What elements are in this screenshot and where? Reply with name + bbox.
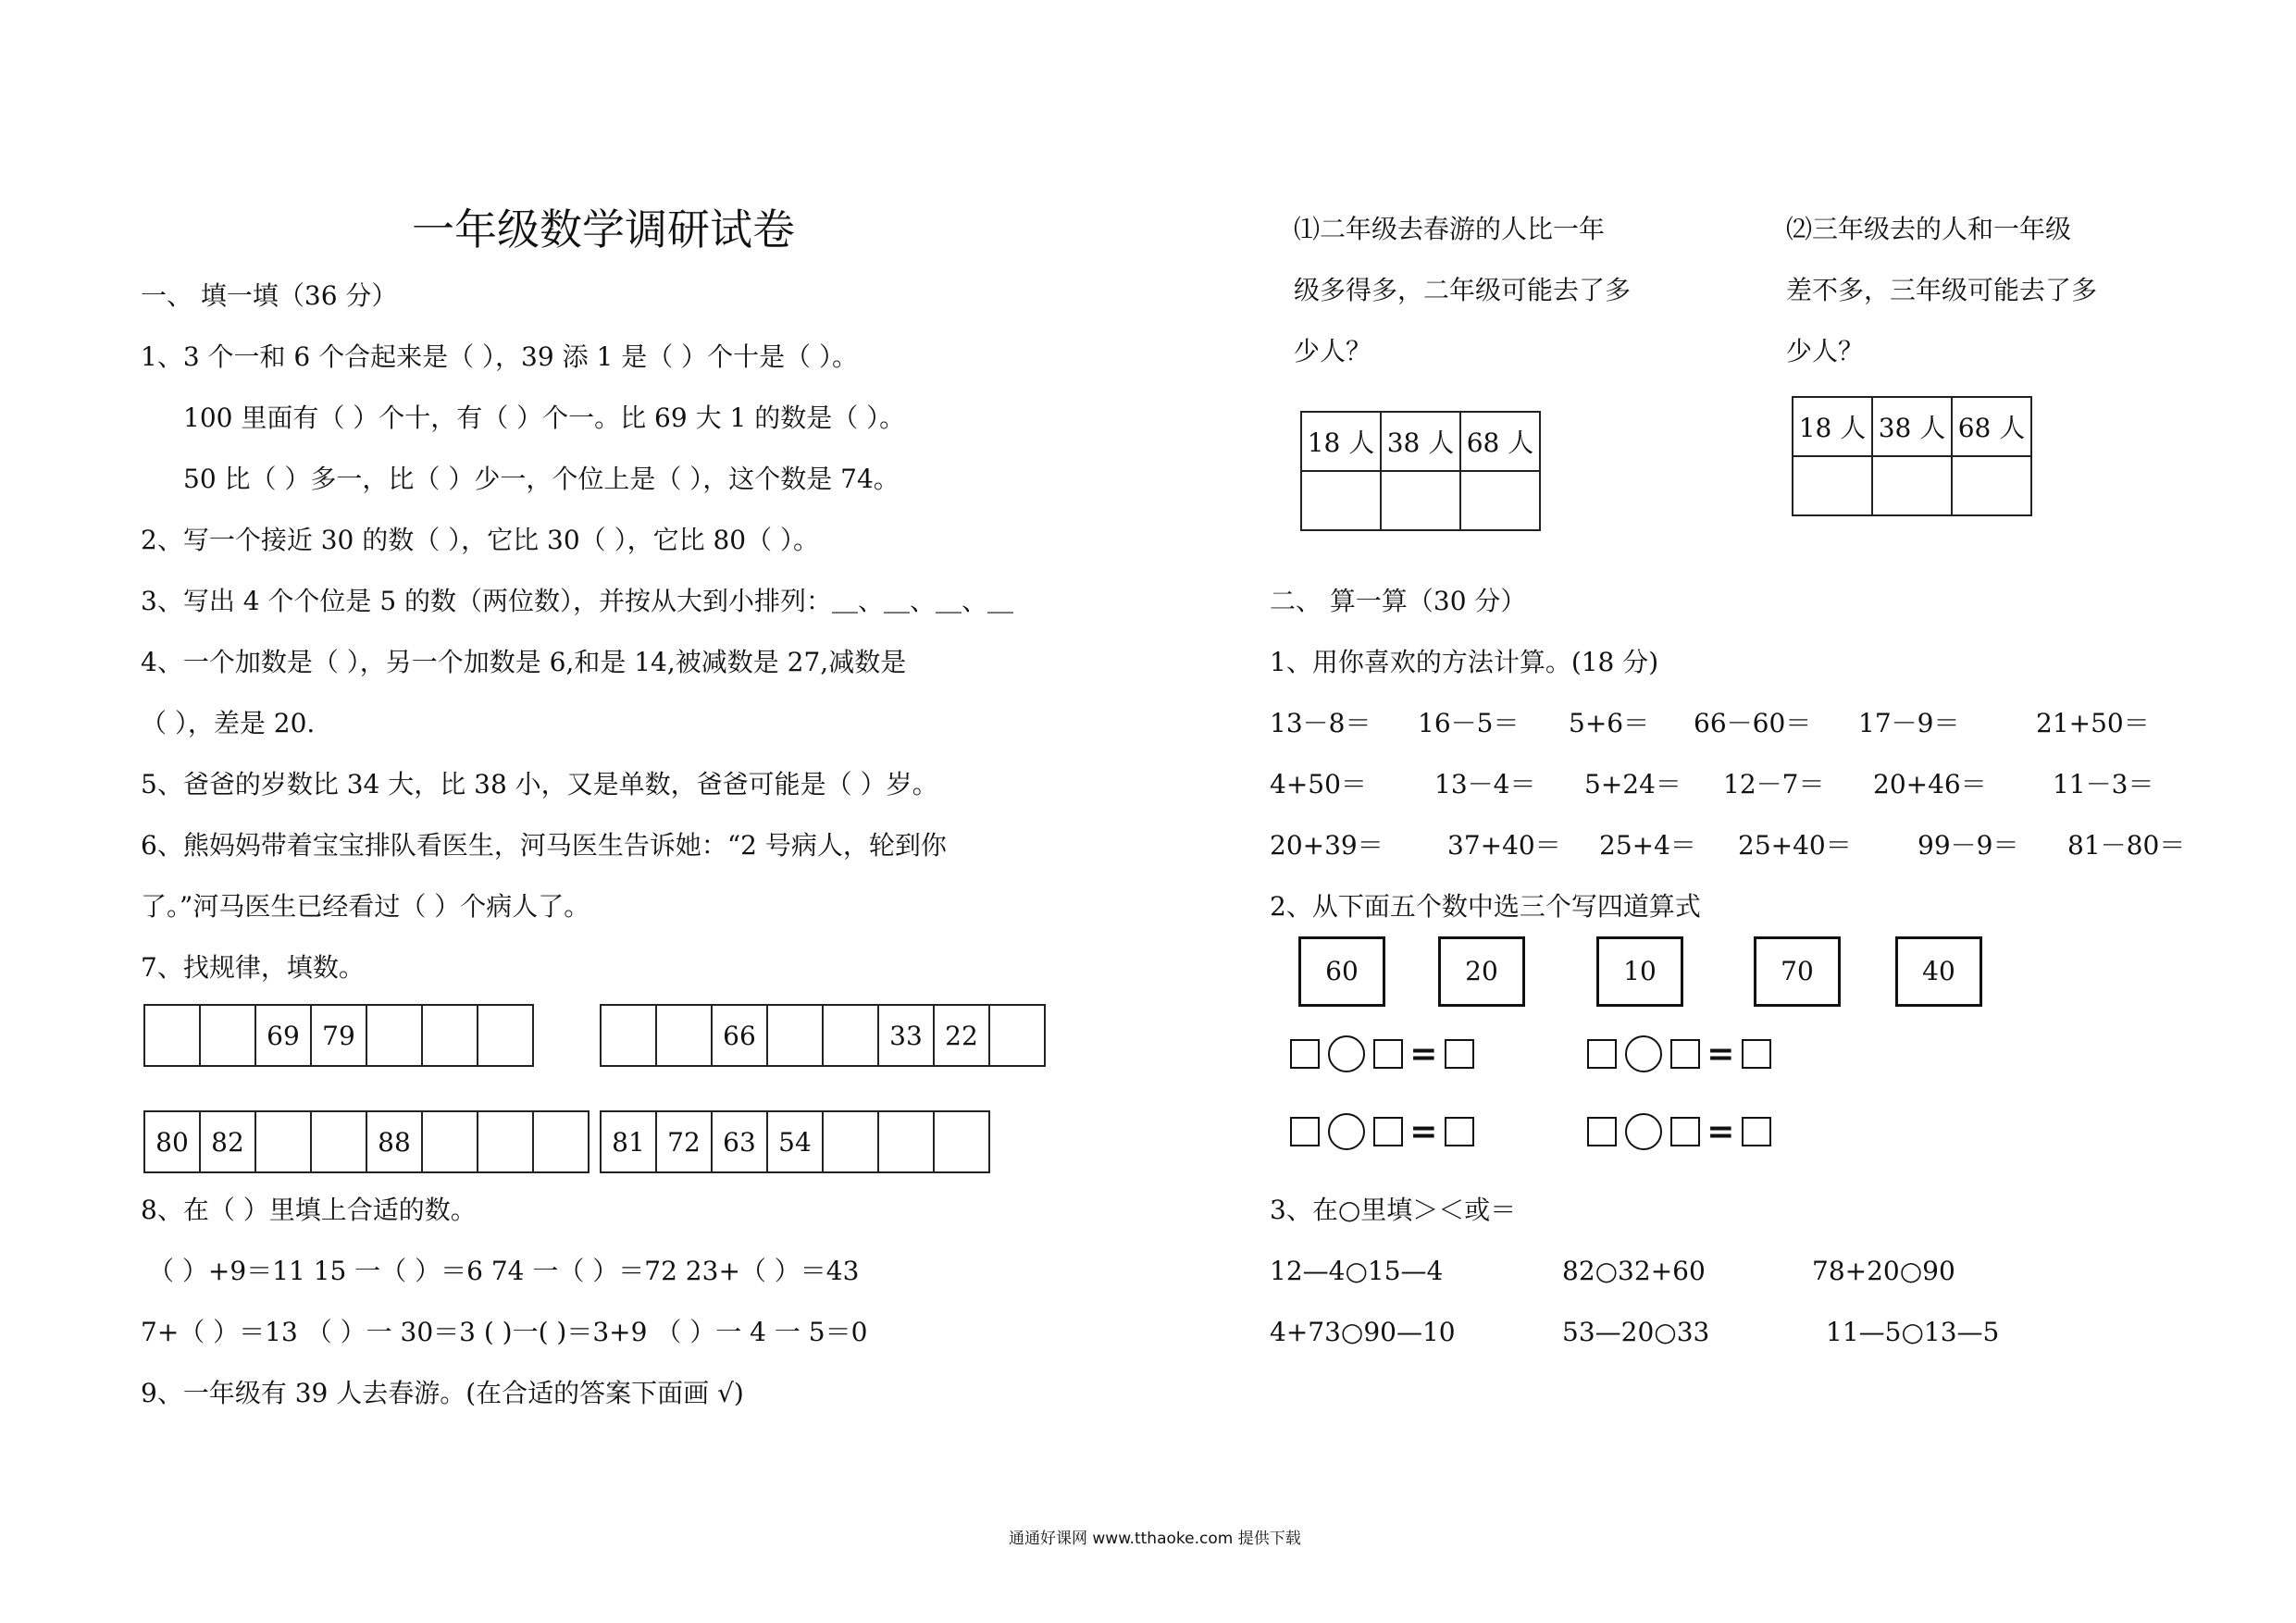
calc-item: 16－5＝ — [1418, 708, 1520, 738]
calc-item: 21+50＝ — [2036, 708, 2150, 738]
answer-cell[interactable] — [1872, 456, 1952, 515]
equals-sign: = — [1409, 1112, 1438, 1151]
number-box: 10 — [1596, 936, 1683, 1007]
question-line: 6、熊妈妈带着宝宝排队看医生，河马医生告诉她：“2 号病人，轮到你 — [141, 830, 947, 861]
calc-item: 99－9＝ — [1917, 830, 2019, 861]
grid-cell[interactable] — [311, 1111, 366, 1172]
blank-square[interactable] — [1742, 1117, 1771, 1146]
question-line: 了。”河马医生已经看过（ ）个病人了。 — [141, 891, 590, 922]
grid-cell[interactable] — [601, 1005, 656, 1066]
calc-item: 5+24＝ — [1584, 769, 1682, 799]
equation-template — [1290, 1035, 1474, 1073]
compare-item: 82○32+60 — [1562, 1256, 1706, 1286]
question-line: （ ），差是 20. — [141, 708, 316, 738]
section-1-heading: 一、 填一填（36 分） — [141, 280, 398, 311]
blank-square[interactable] — [1373, 1039, 1403, 1069]
choice-table-1 — [1300, 411, 1541, 531]
grid-cell: 72 — [656, 1111, 712, 1172]
section-2-heading: 二、 算一算（30 分） — [1270, 586, 1527, 616]
operator-circle[interactable] — [1328, 1113, 1365, 1150]
question-8: 8、在（ ）里填上合适的数。 — [141, 1195, 477, 1225]
sub-question-1: ⑴二年级去春游的人比一年 — [1294, 214, 1606, 244]
choice-label: 18 人 — [1793, 397, 1872, 456]
number-box: 70 — [1754, 936, 1841, 1007]
grid-cell[interactable] — [366, 1005, 422, 1066]
pattern-grid-4 — [600, 1110, 990, 1173]
calc-item: 4+50＝ — [1270, 769, 1367, 799]
answer-cell[interactable] — [1952, 456, 2031, 515]
choice-label: 38 人 — [1381, 412, 1460, 471]
grid-cell[interactable] — [255, 1111, 311, 1172]
answer-cell[interactable] — [1460, 471, 1540, 530]
blank-square[interactable] — [1373, 1117, 1403, 1146]
grid-cell: 22 — [934, 1005, 989, 1066]
blank-square[interactable] — [1670, 1117, 1700, 1146]
grid-cell[interactable] — [478, 1111, 533, 1172]
question-line: 1、3 个一和 6 个合起来是（ ），39 添 1 是（ ）个十是（ ）。 — [141, 341, 858, 372]
calc-item: 20+46＝ — [1873, 769, 1987, 799]
question-8-line: 7+（ ）＝13 （ ）一 30＝3 ( )一( )＝3+9 （ ）一 4 一 5＝0 — [141, 1317, 868, 1347]
compare-item: 11—5○13—5 — [1826, 1317, 2000, 1347]
answer-cell[interactable] — [1793, 456, 1872, 515]
calc-item: 25+4＝ — [1599, 830, 1696, 861]
blank-square[interactable] — [1290, 1117, 1320, 1146]
calc-item: 13－8＝ — [1270, 708, 1371, 738]
grid-cell: 80 — [144, 1111, 200, 1172]
grid-cell: 66 — [712, 1005, 767, 1066]
page-title: 一年级数学调研试卷 — [412, 204, 795, 254]
blank-square[interactable] — [1670, 1039, 1700, 1069]
sub-question-1: 少人？ — [1294, 336, 1372, 366]
question-line: 2、写一个接近 30 的数（ ），它比 30（ ），它比 80（ ）。 — [141, 525, 820, 555]
blank-square[interactable] — [1742, 1039, 1771, 1069]
calc-item: 5+6＝ — [1569, 708, 1650, 738]
calc-item: 25+40＝ — [1738, 830, 1852, 861]
grid-cell[interactable] — [823, 1111, 878, 1172]
equation-template — [1587, 1035, 1771, 1073]
equals-sign: = — [1706, 1112, 1735, 1151]
calc-item: 66－60＝ — [1694, 708, 1812, 738]
number-box: 20 — [1438, 936, 1525, 1007]
grid-cell[interactable] — [767, 1005, 823, 1066]
grid-cell[interactable] — [934, 1111, 989, 1172]
grid-cell[interactable] — [823, 1005, 878, 1066]
number-box: 40 — [1895, 936, 1982, 1007]
answer-cell[interactable] — [1381, 471, 1460, 530]
equals-sign: = — [1409, 1035, 1438, 1073]
grid-cell: 54 — [767, 1111, 823, 1172]
grid-cell[interactable] — [478, 1005, 533, 1066]
sub-question-2: ⑵三年级去的人和一年级 — [1786, 214, 2072, 244]
question-8-line: （ ）+9＝11 15 一（ ）＝6 74 一（ ）＝72 23+（ ）＝43 — [148, 1256, 860, 1286]
grid-cell: 33 — [878, 1005, 934, 1066]
grid-cell[interactable] — [422, 1005, 478, 1066]
operator-circle[interactable] — [1625, 1035, 1662, 1072]
grid-cell: 79 — [311, 1005, 366, 1066]
choice-label: 18 人 — [1301, 412, 1381, 471]
sub-question-2: 差不多，三年级可能去了多 — [1786, 275, 2098, 305]
grid-cell[interactable] — [656, 1005, 712, 1066]
answer-cell[interactable] — [1301, 471, 1381, 530]
grid-cell: 82 — [200, 1111, 255, 1172]
grid-cell[interactable] — [533, 1111, 589, 1172]
blank-square[interactable] — [1290, 1039, 1320, 1069]
calc-item: 13－4＝ — [1434, 769, 1536, 799]
grid-cell[interactable] — [422, 1111, 478, 1172]
pattern-grid-2 — [600, 1004, 1046, 1067]
footer-credit: 通通好课网 www.tthaoke.com 提供下载 — [1009, 1530, 1301, 1548]
sub-question-1: 级多得多，二年级可能去了多 — [1294, 275, 1632, 305]
choice-label: 68 人 — [1460, 412, 1540, 471]
question-line: 100 里面有（ ）个十，有（ ）个一。比 69 大 1 的数是（ ）。 — [183, 403, 906, 433]
choice-label: 38 人 — [1872, 397, 1952, 456]
grid-cell[interactable] — [200, 1005, 255, 1066]
calc-item: 17－9＝ — [1858, 708, 1960, 738]
calc-item: 37+40＝ — [1447, 830, 1561, 861]
grid-cell[interactable] — [989, 1005, 1045, 1066]
compare-item: 4+73○90—10 — [1270, 1317, 1456, 1347]
compare-question: 3、在○里填＞＜或＝ — [1270, 1195, 1517, 1225]
grid-cell: 63 — [712, 1111, 767, 1172]
operator-circle[interactable] — [1625, 1113, 1662, 1150]
sub-question-2: 少人？ — [1786, 336, 1865, 366]
grid-cell: 88 — [366, 1111, 422, 1172]
compare-item: 12—4○15—4 — [1270, 1256, 1444, 1286]
number-box: 60 — [1298, 936, 1385, 1007]
calc-item: 20+39＝ — [1270, 830, 1384, 861]
grid-cell[interactable] — [878, 1111, 934, 1172]
blank-square[interactable] — [1587, 1117, 1617, 1146]
pattern-grid-1 — [143, 1004, 534, 1067]
grid-cell: 81 — [601, 1111, 656, 1172]
blank-square[interactable] — [1445, 1039, 1474, 1069]
calc-question-2: 2、从下面五个数中选三个写四道算式 — [1270, 891, 1701, 922]
question-line: 50 比（ ）多一，比（ ）少一，个位上是（ ），这个数是 74。 — [183, 464, 900, 494]
calc-item: 12－7＝ — [1723, 769, 1825, 799]
equation-template — [1290, 1112, 1474, 1151]
grid-cell: 69 — [255, 1005, 311, 1066]
question-line: 4、一个加数是（ ），另一个加数是 6,和是 14,被减数是 27,减数是 — [141, 647, 907, 677]
question-9: 9、一年级有 39 人去春游。(在合适的答案下面画 √) — [141, 1378, 744, 1408]
compare-item: 78+20○90 — [1812, 1256, 1955, 1286]
choice-label: 68 人 — [1952, 397, 2031, 456]
blank-square[interactable] — [1587, 1039, 1617, 1069]
calc-item: 11－3＝ — [2053, 769, 2154, 799]
pattern-grid-3 — [143, 1110, 590, 1173]
question-line: 3、写出 4 个个位是 5 的数（两位数），并按从大到小排列：＿、＿、＿、＿ — [141, 586, 1014, 616]
compare-item: 53—20○33 — [1562, 1317, 1710, 1347]
grid-cell[interactable] — [144, 1005, 200, 1066]
equals-sign: = — [1706, 1035, 1735, 1073]
operator-circle[interactable] — [1328, 1035, 1365, 1072]
question-line: 7、找规律，填数。 — [141, 952, 365, 983]
blank-square[interactable] — [1445, 1117, 1474, 1146]
question-line: 5、爸爸的岁数比 34 大，比 38 小，又是单数，爸爸可能是（ ）岁。 — [141, 769, 938, 799]
calc-question-1: 1、用你喜欢的方法计算。(18 分) — [1270, 647, 1659, 677]
calc-item: 81－80＝ — [2067, 830, 2186, 861]
equation-template — [1587, 1112, 1771, 1151]
choice-table-2 — [1792, 396, 2032, 516]
